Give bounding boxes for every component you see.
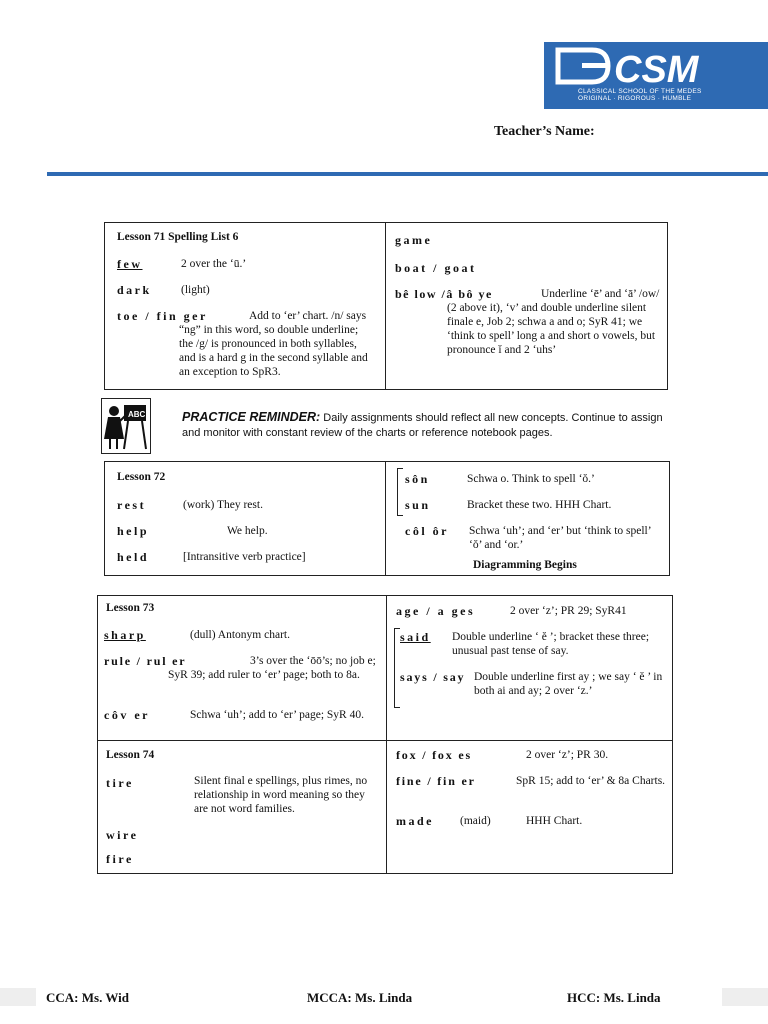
- lesson-72-title: Lesson 72: [117, 471, 166, 483]
- note-rule: 3’s over the ‘ōō’s; no job e; SyR 39; add ruler to ‘er’ page; both to 8a.: [168, 655, 376, 681]
- practice-reminder-title: PRACTICE REMINDER:: [182, 410, 321, 424]
- note-sharp: (dull) Antonym chart.: [190, 629, 290, 641]
- teacher-board-icon: [101, 398, 151, 454]
- note-fox: 2 over ‘z’; PR 30.: [526, 749, 609, 761]
- note-tire: Silent final e spellings, plus rimes, no relationship in word meaning so they are not word families.: [194, 775, 368, 815]
- word-fire: fire: [106, 852, 134, 866]
- note-color: Schwa ‘uh’; and ‘er’ but ‘think to spell’ ‘ŏ’ and ‘or.’: [469, 525, 651, 551]
- word-color: côl ôr: [405, 524, 449, 538]
- word-tire: tire: [106, 776, 134, 790]
- word-below: bê low /â bô ye: [395, 287, 493, 301]
- word-help: help: [117, 524, 150, 538]
- lesson-71-box: [104, 222, 668, 390]
- note-below: Underline ‘ē’ and ‘ā’ /ow/ (2 above it), ‘v’ and double underline silent finale e, Job 2; schwa a and o; SyR 41; we ‘think to spell’ long a and short o vowels, but pronounce ĭ and 2 ‘uhs’: [447, 288, 660, 356]
- footer-cca: CCA: Ms. Wid: [46, 990, 129, 1005]
- teacher-name-label: Teacher’s Name:: [494, 124, 595, 139]
- csm-logo-icon: [552, 46, 752, 90]
- word-wire: wire: [106, 828, 139, 842]
- school-logo: [544, 42, 768, 109]
- footer-bar-left: [0, 988, 36, 1006]
- word-cover: côv er: [104, 708, 150, 722]
- word-rule-ruler: rule / rul er: [104, 654, 187, 668]
- note-said: Double underline ‘ ĕ ’; bracket these three; unusual past tense of say.: [452, 631, 650, 657]
- note-cover: Schwa ‘uh’; add to ‘er’ page; SyR 40.: [190, 709, 364, 721]
- note-dark: (light): [181, 284, 210, 296]
- svg-text:ABC: ABC: [128, 410, 146, 419]
- note-finger: Add to ‘er’ chart. /n/ says “ng” in this word, so double underline; the /g/ is pronounced in both syllables, and is a hard g in the second syllable and an exception to SpR3.: [179, 310, 368, 378]
- footer-hcc: HCC: Ms. Linda: [567, 990, 661, 1005]
- practice-reminder: [182, 410, 682, 441]
- word-age-ages: age / a ges: [396, 604, 476, 618]
- svg-text:CSM: CSM: [614, 49, 699, 90]
- header-divider: [47, 172, 768, 176]
- logo-subtitle: CLASSICAL SCHOOL OF THE MEDES ORIGINAL · RIGOROUS · HUMBLE: [578, 88, 702, 102]
- lesson-72-box: [104, 461, 670, 576]
- note-son: Schwa o. Think to spell ‘ŏ.’: [467, 473, 595, 485]
- word-fine-finer: fine / fin er: [396, 774, 476, 788]
- word-son: sôn: [405, 472, 430, 486]
- note-made-paren: (maid): [460, 815, 491, 827]
- note-says: Double underline first ay ; we say ‘ ĕ ’ in both ai and ay; 2 over ‘z.’: [474, 671, 663, 697]
- word-held: held: [117, 550, 150, 564]
- word-sun: sun: [405, 498, 431, 512]
- lesson-71-title: Lesson 71 Spelling List 6: [117, 231, 239, 243]
- word-made: made: [396, 814, 434, 828]
- word-toe-finger: toe / fin ger: [117, 309, 208, 323]
- note-sun: Bracket these two. HHH Chart.: [467, 499, 612, 511]
- note-made: HHH Chart.: [526, 815, 583, 827]
- word-few: few: [117, 257, 143, 271]
- note-help: We help.: [227, 525, 268, 537]
- note-held: [Intransitive verb practice]: [183, 551, 306, 563]
- footer-bar-right: [722, 988, 768, 1006]
- word-rest: rest: [117, 498, 147, 512]
- word-sharp: sharp: [104, 628, 146, 642]
- word-says-say: says / say: [400, 670, 466, 684]
- bracket-son-sun: [397, 468, 403, 516]
- note-age: 2 over ‘z’; PR 29; SyR41: [510, 605, 627, 617]
- diagramming-begins: Diagramming Begins: [473, 559, 577, 571]
- footer-mcca: MCCA: Ms. Linda: [307, 990, 413, 1005]
- note-few: 2 over the ‘ū.’: [181, 258, 247, 270]
- word-said: said: [400, 630, 431, 644]
- note-rest: (work) They rest.: [183, 499, 263, 511]
- word-boat-goat: boat / goat: [395, 261, 477, 275]
- lesson-73-74-box: [97, 595, 673, 874]
- word-fox-foxes: fox / fox es: [396, 748, 472, 762]
- lesson-74-title: Lesson 74: [106, 749, 155, 761]
- note-fine: SpR 15; add to ‘er’ & 8a Charts.: [516, 775, 666, 787]
- practice-reminder-text: Daily assignments should reflect all new concepts. Continue to assign and monitor with constant review of the charts or reference notebook pages.: [182, 412, 663, 439]
- word-dark: dark: [117, 283, 152, 297]
- word-game: game: [395, 233, 433, 247]
- lesson-73-title: Lesson 73: [106, 602, 155, 614]
